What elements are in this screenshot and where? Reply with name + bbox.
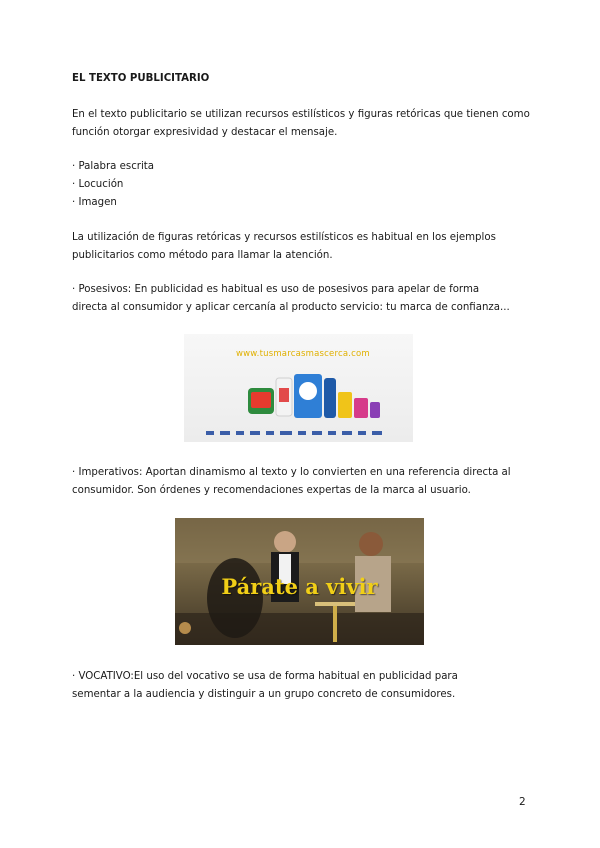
ad-slogan: Párate a vivir — [221, 574, 378, 599]
intro-line-1: En el texto publicitario se utilizan recursos estilísticos y figuras retóricas que tienen como — [72, 109, 530, 120]
paragraph2-line-2: publicitarios como método para llamar la atención. — [72, 250, 333, 261]
intro-line-2: función otorgar expresividad y destacar el mensaje. — [72, 127, 338, 138]
vocativo-line-2: sementar a la audiencia y distinguir a un grupo concreto de consumidores. — [72, 689, 456, 700]
ad-url-text: www.tusmarcasmascerca.com — [236, 349, 370, 359]
vocativo-line-1: · VOCATIVO:El uso del vocativo se usa de forma habitual en publicidad para — [72, 671, 458, 682]
posesivos-line-2: directa al consumidor y aplicar cercanía al producto servicio: tu marca de confianza... — [72, 302, 510, 313]
imperativos-line-1: · Imperativos: Aportan dinamismo al texto y lo convierten en una referencia directa al — [72, 467, 511, 478]
posesivos-line-1: · Posesivos: En publicidad es habitual es uso de posesivos para apelar de forma — [72, 284, 480, 295]
list-item-imagen: · Imagen — [72, 197, 117, 208]
products-ad-image — [184, 334, 413, 442]
list-item-locucion: · Locución — [72, 179, 124, 190]
document-title: EL TEXTO PUBLICITARIO — [72, 73, 210, 84]
page-number: 2 — [519, 796, 526, 808]
cafe-ad-image — [175, 518, 424, 645]
list-item-palabra: · Palabra escrita — [72, 161, 155, 172]
imperativos-line-2: consumidor. Son órdenes y recomendaciones expertas de la marca al usuario. — [72, 485, 471, 496]
paragraph2-line-1: La utilización de figuras retóricas y recursos estilísticos es habitual en los ejemplos — [72, 232, 496, 243]
product-lineup-graphic — [184, 334, 413, 442]
